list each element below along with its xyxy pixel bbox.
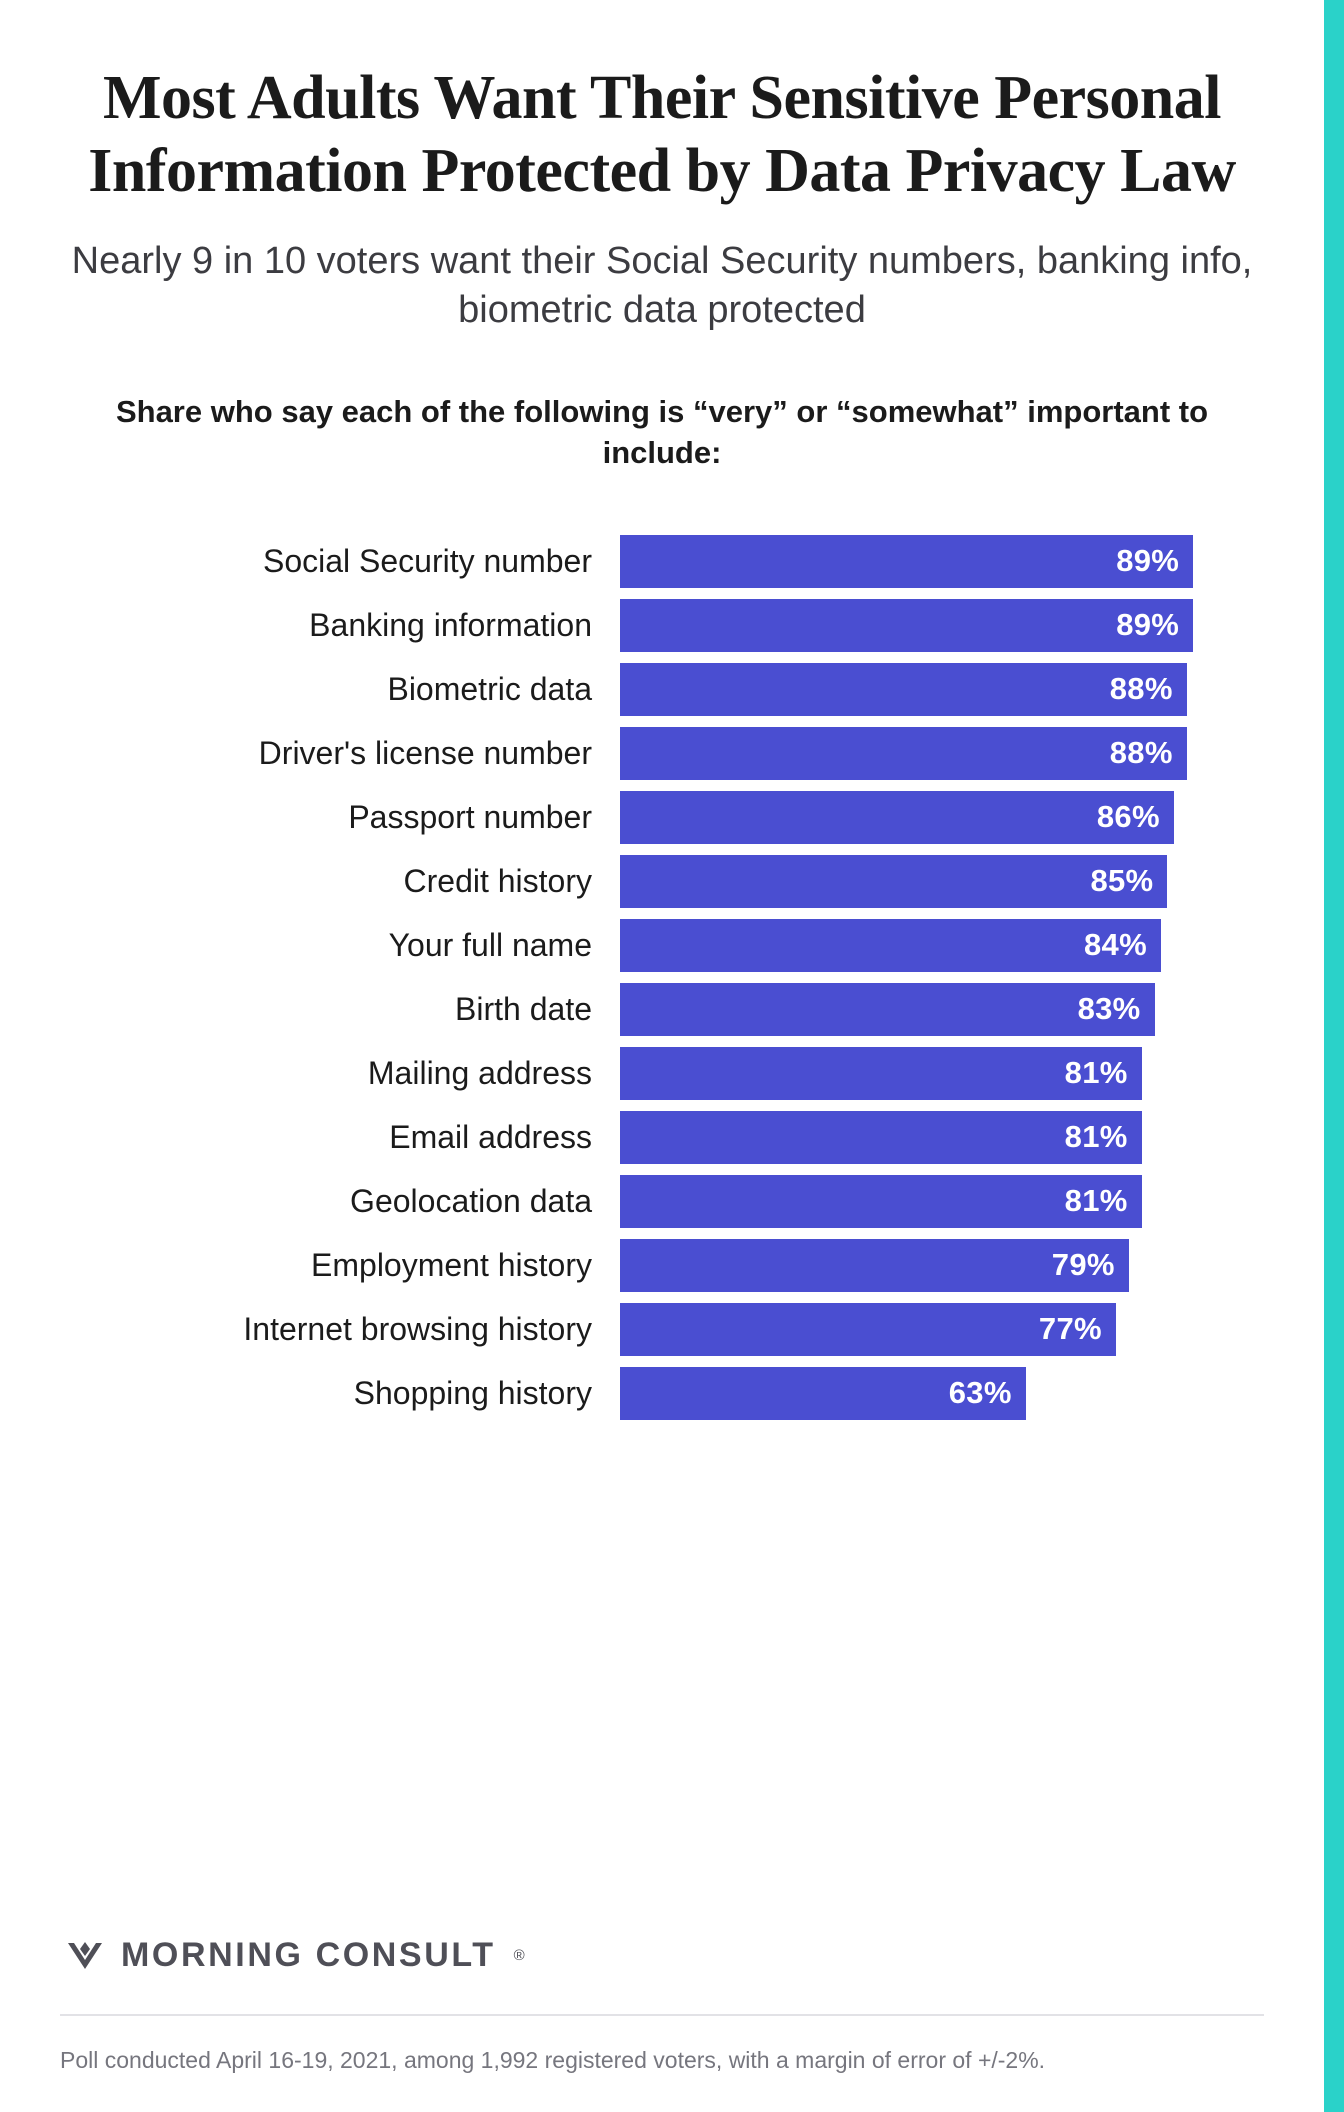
chart-row xyxy=(60,1367,1264,1420)
chart-row xyxy=(60,727,1264,780)
category-label: Banking information xyxy=(309,606,592,643)
category-label: Passport number xyxy=(348,798,592,835)
bar xyxy=(620,599,1193,652)
bar xyxy=(620,791,1174,844)
divider xyxy=(60,2014,1264,2016)
bar-track xyxy=(620,599,1264,652)
bar-track xyxy=(620,983,1264,1036)
footer xyxy=(60,1936,1264,2112)
bar-value-label: 84% xyxy=(1084,927,1147,963)
bar-track xyxy=(620,1175,1264,1228)
bar-track xyxy=(620,791,1264,844)
chart-row xyxy=(60,663,1264,716)
bar xyxy=(620,535,1193,588)
bar xyxy=(620,855,1167,908)
chart-row xyxy=(60,919,1264,972)
bar-track xyxy=(620,1239,1264,1292)
category-label: Social Security number xyxy=(262,542,592,579)
category-label: Mailing address xyxy=(367,1054,592,1091)
category-label: Internet browsing history xyxy=(243,1310,592,1347)
bar xyxy=(620,1047,1142,1100)
methodology-note: Poll conducted April 16-19, 2021, among 1,992 registered voters, with a margin of error of +/-2%. xyxy=(60,2046,1046,2073)
bar xyxy=(620,1239,1129,1292)
bar-track xyxy=(620,1367,1264,1420)
morning-consult-chevron-icon xyxy=(65,1936,105,1976)
chart-row xyxy=(60,535,1264,588)
bar-value-label: 88% xyxy=(1109,735,1173,771)
bar-value-label: 79% xyxy=(1051,1247,1115,1283)
subtitle: Nearly 9 in 10 voters want their Social Security numbers, banking info, biometric data protected xyxy=(71,240,1253,331)
page-title: Most Adults Want Their Sensitive Personal Information Protected by Data Privacy Law xyxy=(88,64,1236,205)
bar xyxy=(620,1303,1116,1356)
bar xyxy=(620,1367,1026,1420)
bar-track xyxy=(620,663,1264,716)
category-label: Credit history xyxy=(403,862,592,899)
category-label: Biometric data xyxy=(387,670,592,707)
bar xyxy=(620,727,1187,780)
bar xyxy=(620,1111,1142,1164)
category-label: Email address xyxy=(389,1118,592,1155)
category-label: Birth date xyxy=(455,990,592,1027)
chart-question-label: Share who say each of the following is “very” or “somewhat” important to include: xyxy=(115,394,1209,470)
bar-value-label: 85% xyxy=(1090,863,1154,899)
chart-row xyxy=(60,599,1264,652)
chart-row xyxy=(60,983,1264,1036)
registered-mark: ® xyxy=(513,1947,525,1965)
bar-track xyxy=(620,919,1264,972)
brand-name: MORNING CONSULT xyxy=(121,1936,496,1975)
bar-track xyxy=(620,1111,1264,1164)
bar-value-label: 81% xyxy=(1064,1183,1128,1219)
bar-value-label: 88% xyxy=(1109,671,1173,707)
bar xyxy=(620,919,1161,972)
bar xyxy=(620,1175,1142,1228)
bar-track xyxy=(620,1303,1264,1356)
bar-value-label: 89% xyxy=(1116,607,1180,643)
bar-value-label: 89% xyxy=(1116,543,1180,579)
chart-row xyxy=(60,1303,1264,1356)
bar xyxy=(620,983,1155,1036)
chart-row xyxy=(60,1047,1264,1100)
bar-value-label: 81% xyxy=(1064,1119,1128,1155)
category-label: Your full name xyxy=(388,926,592,963)
brand-logo xyxy=(60,1936,1264,1976)
bar-track xyxy=(620,1047,1264,1100)
chart-row xyxy=(60,791,1264,844)
bar-value-label: 63% xyxy=(948,1375,1012,1411)
chart-row xyxy=(60,1175,1264,1228)
bar-value-label: 86% xyxy=(1096,799,1160,835)
category-label: Employment history xyxy=(311,1246,592,1283)
bar-value-label: 77% xyxy=(1038,1311,1102,1347)
chart-row xyxy=(60,1239,1264,1292)
bar-track xyxy=(620,855,1264,908)
chart-row xyxy=(60,1111,1264,1164)
bar-chart xyxy=(60,535,1264,1420)
accent-bar xyxy=(1324,0,1344,2112)
category-label: Geolocation data xyxy=(350,1182,592,1219)
category-label: Shopping history xyxy=(353,1374,592,1411)
bar xyxy=(620,663,1187,716)
bar-value-label: 81% xyxy=(1064,1055,1128,1091)
bar-track xyxy=(620,727,1264,780)
bar-track xyxy=(620,535,1264,588)
chart-row xyxy=(60,855,1264,908)
bar-value-label: 83% xyxy=(1077,991,1141,1027)
category-label: Driver's license number xyxy=(258,734,592,771)
